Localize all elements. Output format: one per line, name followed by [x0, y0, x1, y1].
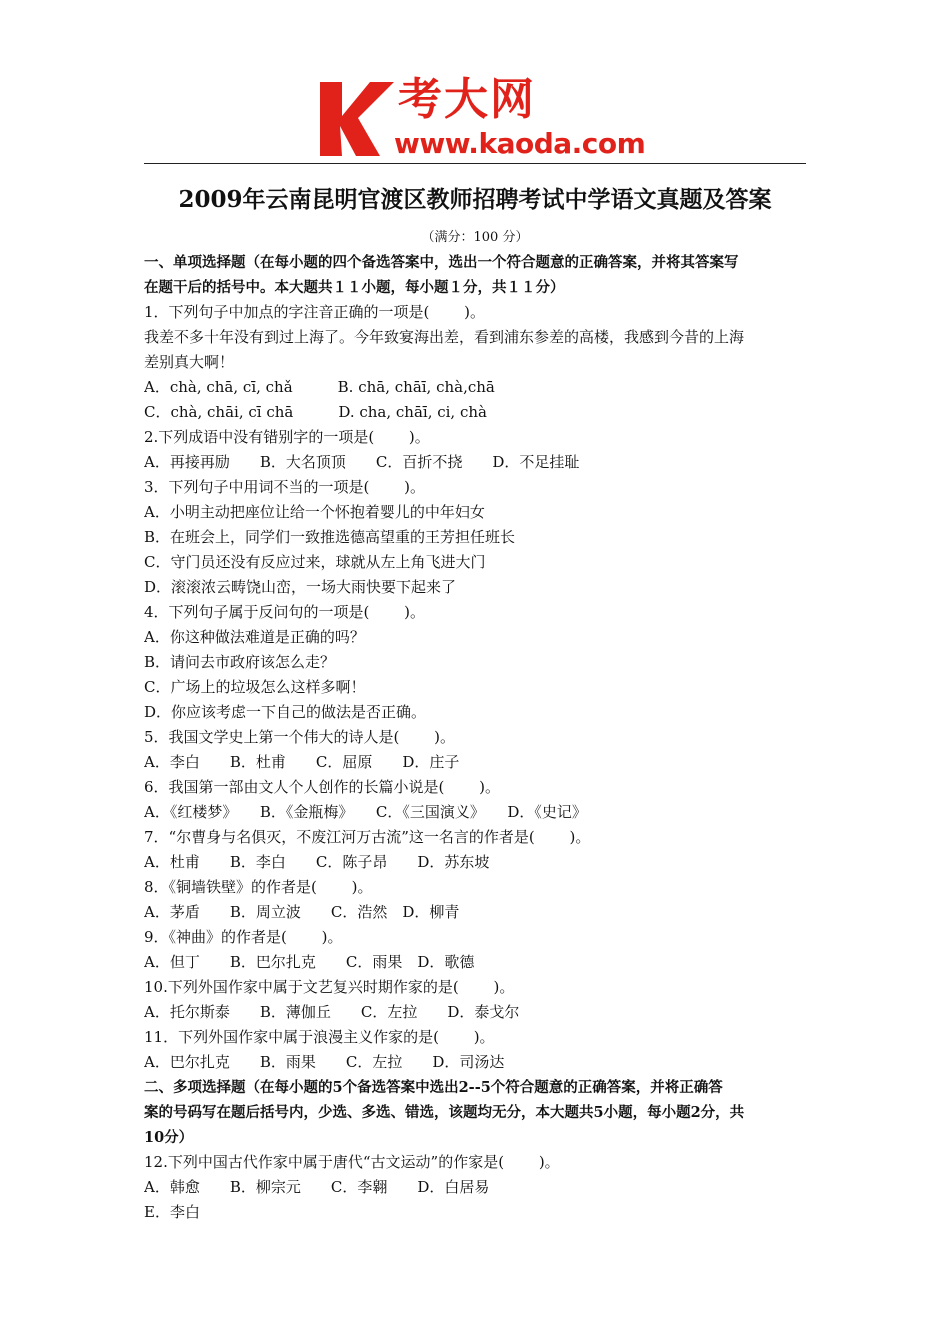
text-line: 6．我国第一部由文人个人创作的长篇小说是( )。	[144, 778, 501, 796]
text-line: B．请问去市政府该怎么走？	[144, 653, 336, 671]
text-line: B．在班会上，同学们一致推选德高望重的王芳担任班长	[144, 528, 516, 546]
score-note: （满分：100 分）	[421, 230, 529, 245]
text-line: 11．下列外国作家中属于浪漫主义作家的是( )。	[144, 1028, 495, 1046]
header-divider	[144, 163, 806, 164]
text-line: A．杜甫 B．李白 C．陈子昂 D．苏东坡	[144, 853, 490, 871]
text-line: 8．《铜墙铁壁》的作者是( )。	[144, 878, 373, 896]
text-line: 4．下列句子属于反问句的一项是( )。	[144, 603, 426, 621]
section-heading-line: 一、单项选择题（在每小题的四个备选答案中，选出一个符合题意的正确答案，并将其答案写	[144, 254, 739, 271]
text-line: A．你这种做法难道是正确的吗？	[144, 628, 365, 646]
text-line: 2.下列成语中没有错别字的一项是( )。	[144, 428, 430, 446]
text-line: A．茅盾 B．周立波 C．浩然 D．柳青	[144, 903, 460, 921]
exam-body	[144, 250, 808, 1225]
section-heading-line: 二、多项选择题（在每小题的5个备选答案中选出2--5个符合题意的正确答案，并将正确答	[144, 1079, 723, 1096]
text-line: 7．“尔曹身与名俱灭，不废江河万古流”这一名言的作者是( )。	[144, 828, 591, 846]
k-letter-logo-icon	[318, 78, 398, 156]
text-line: E．李白	[144, 1203, 200, 1221]
text-line: 10.下列外国作家中属于文艺复兴时期作家的是( )。	[144, 978, 515, 996]
text-line: 12.下列中国古代作家中属于唐代“古文运动”的作家是( )。	[144, 1153, 560, 1171]
text-line: 差别真大啊！	[144, 353, 235, 371]
text-line: A．巴尔扎克 B．雨果 C．左拉 D．司汤达	[144, 1053, 505, 1071]
text-line: 我差不多十年没有到过上海了。今年致宴海出差，看到浦东参差的高楼，我感到今昔的上海	[144, 328, 745, 346]
text-line: A．韩愈 B．柳宗元 C．李翱 D．白居易	[144, 1178, 490, 1196]
text-line: C．chà, chāi, cī chā D. cha, chāī, ci, chà	[144, 403, 487, 421]
text-line: C．守门员还没有反应过来，球就从左上角飞进大门	[144, 553, 486, 571]
logo-url-text: www.kaoda.com	[394, 127, 646, 160]
text-line: 9．《神曲》的作者是( )。	[144, 928, 343, 946]
logo-cn-text: 考大网	[398, 74, 536, 125]
text-line: D．你应该考虑一下自己的做法是否正确。	[144, 703, 427, 721]
text-line: D．滚滚浓云畴饶山峦，一场大雨快要下起来了	[144, 578, 457, 596]
section-heading-line: 案的号码写在题后括号内，少选、多选、错选，该题均无分，本大题共5小题，每小题2分，共	[144, 1104, 745, 1121]
text-line: C．广场上的垃圾怎么这样多啊！	[144, 678, 366, 696]
document-title: 2009年云南昆明官渡区教师招聘考试中学语文真题及答案	[178, 186, 772, 213]
text-line: A．《红楼梦》 B．《金瓶梅》 C．《三国演义》 D．《史记》	[144, 803, 587, 821]
text-line: A．李白 B．杜甫 C．屈原 D．庄子	[144, 753, 460, 771]
text-line: A．但丁 B．巴尔扎克 C．雨果 D．歌德	[144, 953, 475, 971]
text-line: A．小明主动把座位让给一个怀抱着婴儿的中年妇女	[144, 503, 485, 521]
text-line: A．chà, chā, cī, chǎ B. chā, chāī, chà,chā	[144, 378, 495, 396]
section-heading-line: 在题干后的括号中。本大题共１１小题，每小题１分，共１１分）	[144, 279, 565, 296]
text-line: A．托尔斯泰 B．薄伽丘 C．左拉 D．泰戈尔	[144, 1003, 520, 1021]
text-line: 1．下列句子中加点的字注音正确的一项是( )。	[144, 303, 486, 321]
site-logo[interactable]	[318, 74, 646, 160]
text-line: A．再接再励 B．大名顶顶 C．百折不挠 D．不足挂耻	[144, 453, 580, 471]
text-line: 3．下列句子中用词不当的一项是( )。	[144, 478, 426, 496]
section-heading-line: 10分）	[144, 1129, 194, 1146]
text-line: 5．我国文学史上第一个伟大的诗人是( )。	[144, 728, 456, 746]
